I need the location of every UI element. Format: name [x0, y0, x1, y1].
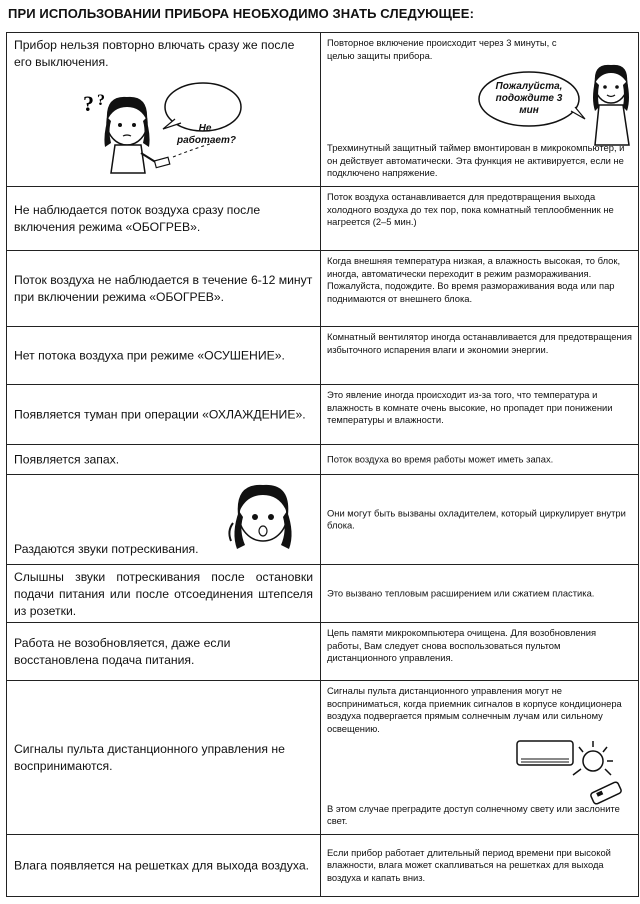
problem-cell — [7, 835, 321, 897]
page-title: ПРИ ИСПОЛЬЗОВАНИИ ПРИБОРА НЕОБХОДИМО ЗНАТЬ СЛЕДУЮЩЕЕ: — [8, 6, 474, 21]
answer-cell — [321, 445, 639, 475]
table-row — [7, 623, 639, 681]
problem-text: Раздаются звуки потрескивания. — [14, 542, 199, 556]
problem-text: Влага появляется на решетках для выхода воздуха. — [14, 858, 309, 872]
problem-cell — [7, 623, 321, 681]
answer-cell — [321, 187, 639, 251]
answer-cell — [321, 385, 639, 445]
answer-cell — [321, 33, 639, 187]
problem-cell — [7, 475, 321, 565]
answer-text: Это вызвано тепловым расширением или сжатием пластика. — [327, 587, 595, 599]
speech-bubble-text: Не работает? — [177, 123, 236, 146]
answer-cell — [321, 623, 639, 681]
answer-cell — [321, 681, 639, 835]
table-row — [7, 385, 639, 445]
svg-text:?: ? — [97, 92, 105, 109]
problem-cell — [7, 565, 321, 623]
answer-cell — [321, 251, 639, 327]
answer-text-secondary: В этом случае преградите доступ солнечному свету или заслоните свет. — [327, 802, 620, 827]
answer-text: Сигналы пульта дистанционного управления могут не восприниматься, когда приемник сигналов в корпусе кондиционера воздуха подвергается прямым солнечным лучам или сильному освещению. — [327, 685, 622, 734]
answer-text: Цепь памяти микрокомпьютера очищена. Для возобновления работы, Вам следует снова воспользоваться пультом дистанционного управления. — [327, 627, 597, 664]
answer-text: Комнатный вентилятор иногда останавливается для предотвращения избыточного испарения влаги и экономии энергии. — [327, 331, 632, 355]
problem-cell — [7, 187, 321, 251]
svg-text:?: ? — [83, 91, 94, 116]
table-row — [7, 445, 639, 475]
problem-text: Поток воздуха не наблюдается в течение 6-12 минут при включении режима «ОБОГРЕВ». — [14, 272, 313, 304]
table-row — [7, 33, 639, 187]
speech-bubble-text: Пожалуйста, подождите 3 мин — [495, 81, 563, 116]
answer-text: Поток воздуха останавливается для предотвращения выхода холодного воздуха до тех пор, пока комнатный теплообменник не нагреется (2–5 мин.) — [327, 191, 614, 228]
table-row — [7, 681, 639, 835]
answer-text: Они могут быть вызваны охладителем, который циркулирует внутри блока. — [327, 506, 626, 531]
problem-text: Работа не возобновляется, даже если восстановлена подача питания. — [14, 635, 231, 667]
answer-cell — [321, 565, 639, 623]
table-row — [7, 187, 639, 251]
problem-cell — [7, 445, 321, 475]
answer-text: Когда внешняя температура низкая, а влажность высокая, то блок, иногда, автоматически переходит в режим размораживания. Пожалуйста, подождите. Во время размораживания вода или пар поднимаются от внешнего блока. — [327, 255, 621, 304]
answer-text-secondary: Трехминутный защитный таймер вмонтирован в микрокомпьютер, и он действует автоматически. Эта функция не активируется, если не подключено напряжение. — [327, 142, 625, 179]
problem-cell — [7, 251, 321, 327]
problem-text: Слышны звуки потрескивания после остановки подачи питания или после отсоединения штепселя из розетки. — [14, 570, 313, 618]
problem-text: Не наблюдается поток воздуха сразу после включения режима «ОБОГРЕВ». — [14, 202, 261, 234]
problem-cell — [7, 385, 321, 445]
problem-text: Появляется запах. — [14, 452, 120, 466]
answer-cell — [321, 327, 639, 385]
problem-text: Появляется туман при операции «ОХЛАЖДЕНИЕ». — [14, 407, 306, 421]
answer-text: Это явление иногда происходит из-за того, что температура и влажность в комнате очень высокие, но пропадет при понижении температуры и влажности. — [327, 389, 613, 426]
answer-text: Если прибор работает длительный период времени при высокой влажности, влага может скапливаться на решетках для выхода воздуха и капать вниз. — [327, 846, 611, 883]
problem-text: Нет потока воздуха при режиме «ОСУШЕНИЕ». — [14, 348, 285, 362]
problem-cell — [7, 327, 321, 385]
table-row — [7, 475, 639, 565]
table-row — [7, 251, 639, 327]
answer-text: Повторное включение происходит через 3 минуты, с целью защиты прибора. — [327, 37, 557, 61]
table-row — [7, 327, 639, 385]
answer-text: Поток воздуха во время работы может иметь запах. — [327, 453, 554, 465]
problem-cell — [7, 33, 321, 187]
answer-cell — [321, 835, 639, 897]
answer-cell — [321, 475, 639, 565]
problem-text: Прибор нельзя повторно влючать сразу же после его выключения. — [14, 38, 295, 69]
troubleshooting-table — [6, 32, 639, 897]
table-row — [7, 565, 639, 623]
table-row — [7, 835, 639, 897]
problem-text: Сигналы пульта дистанционного управления не воспринимаются. — [14, 741, 285, 773]
problem-cell — [7, 681, 321, 835]
